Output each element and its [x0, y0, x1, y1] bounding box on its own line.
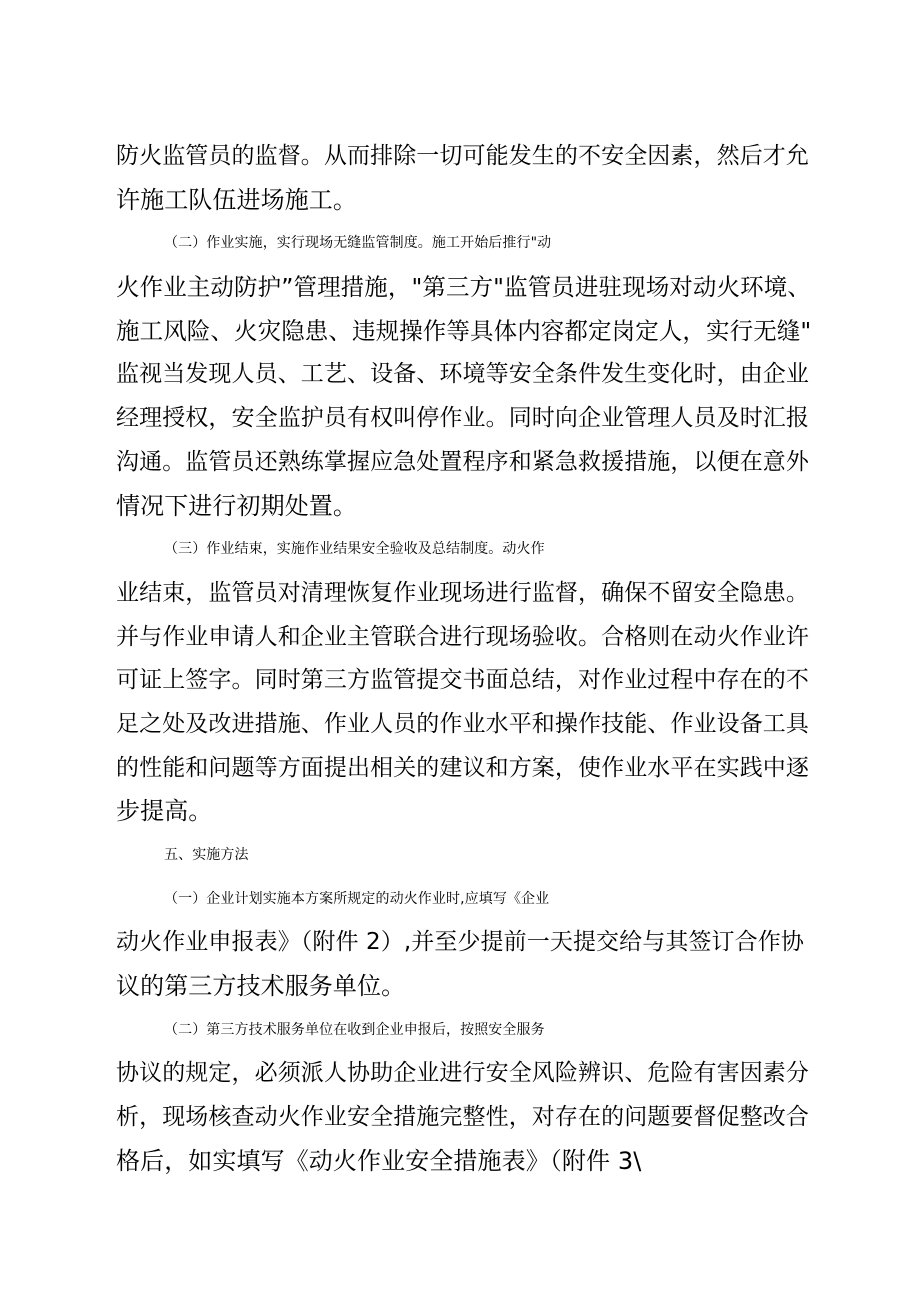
text-line: 经理授权，安全监护员有权叫停作业。同时向企业管理人员及时汇报 [116, 405, 809, 432]
text-line: 格后，如实填写《动火作业安全措施表》（附件 3\ [116, 1146, 642, 1175]
text-line: 足之处及改进措施、作业人员的作业水平和操作技能、作业设备工具 [116, 710, 809, 737]
text-line: 可证上签字。同时第三方监管提交书面总结，对作业过程中存在的不 [116, 667, 809, 694]
text-line: 火作业主动防护”管理措施，"第三方"监管员进驻现场对动火环境、 [116, 273, 811, 302]
text-line: 动火作业申报表》（附件 2）,并至少提前一天提交给与其签订合作协 [116, 929, 804, 956]
text-line: 析，现场核查动火作业安全措施完整性，对存在的问题要督促整改合 [116, 1104, 809, 1131]
text-line: 监视当发现人员、工艺、设备、环境等安全条件发生变化时，由企业 [116, 361, 809, 388]
text-line: （三）作业结束，实施作业结果安全验收及总结制度。动火作 [164, 541, 545, 558]
text-line: 并与作业申请人和企业主管联合进行现场验收。合格则在动火作业许 [116, 623, 809, 650]
text-line: 的性能和问题等方面提出相关的建议和方案，使作业水平在实践中逐 [116, 754, 809, 781]
text-line: 许施工队伍进场施工。 [116, 185, 357, 214]
document-body [116, 135, 816, 1184]
text-line: 步提高。 [116, 797, 213, 826]
text-line: 沟通。监管员还熟练掌握应急处置程序和紧急救援措施，以便在意外 [116, 448, 809, 475]
text-line: （二）第三方技术服务单位在收到企业申报后，按照安全服务 [164, 1021, 545, 1038]
text-line: 议的第三方技术服务单位。 [116, 972, 406, 1001]
text-line: （二）作业实施，实行现场无缝监管制度。施工开始后推行"动 [164, 235, 552, 252]
text-line: 情况下进行初期处置。 [116, 491, 357, 520]
text-line: 五、实施方法 [164, 847, 249, 863]
text-line: 协议的规定，必须派人协助企业进行安全风险辨识、危险有害因素分 [116, 1060, 809, 1087]
text-line: 防火监管员的监督。从而排除一切可能发生的不安全因素，然后才允 [116, 143, 809, 169]
text-line: 施工风险、火灾隐患、违规操作等具体内容都定岗定人，实行无缝" [116, 316, 812, 345]
text-line: 业结束，监管员对清理恢复作业现场进行监督，确保不留安全隐患。 [116, 579, 809, 606]
text-line: （一）企业计划实施本方案所规定的动火作业时,应填写《企业 [164, 890, 550, 907]
